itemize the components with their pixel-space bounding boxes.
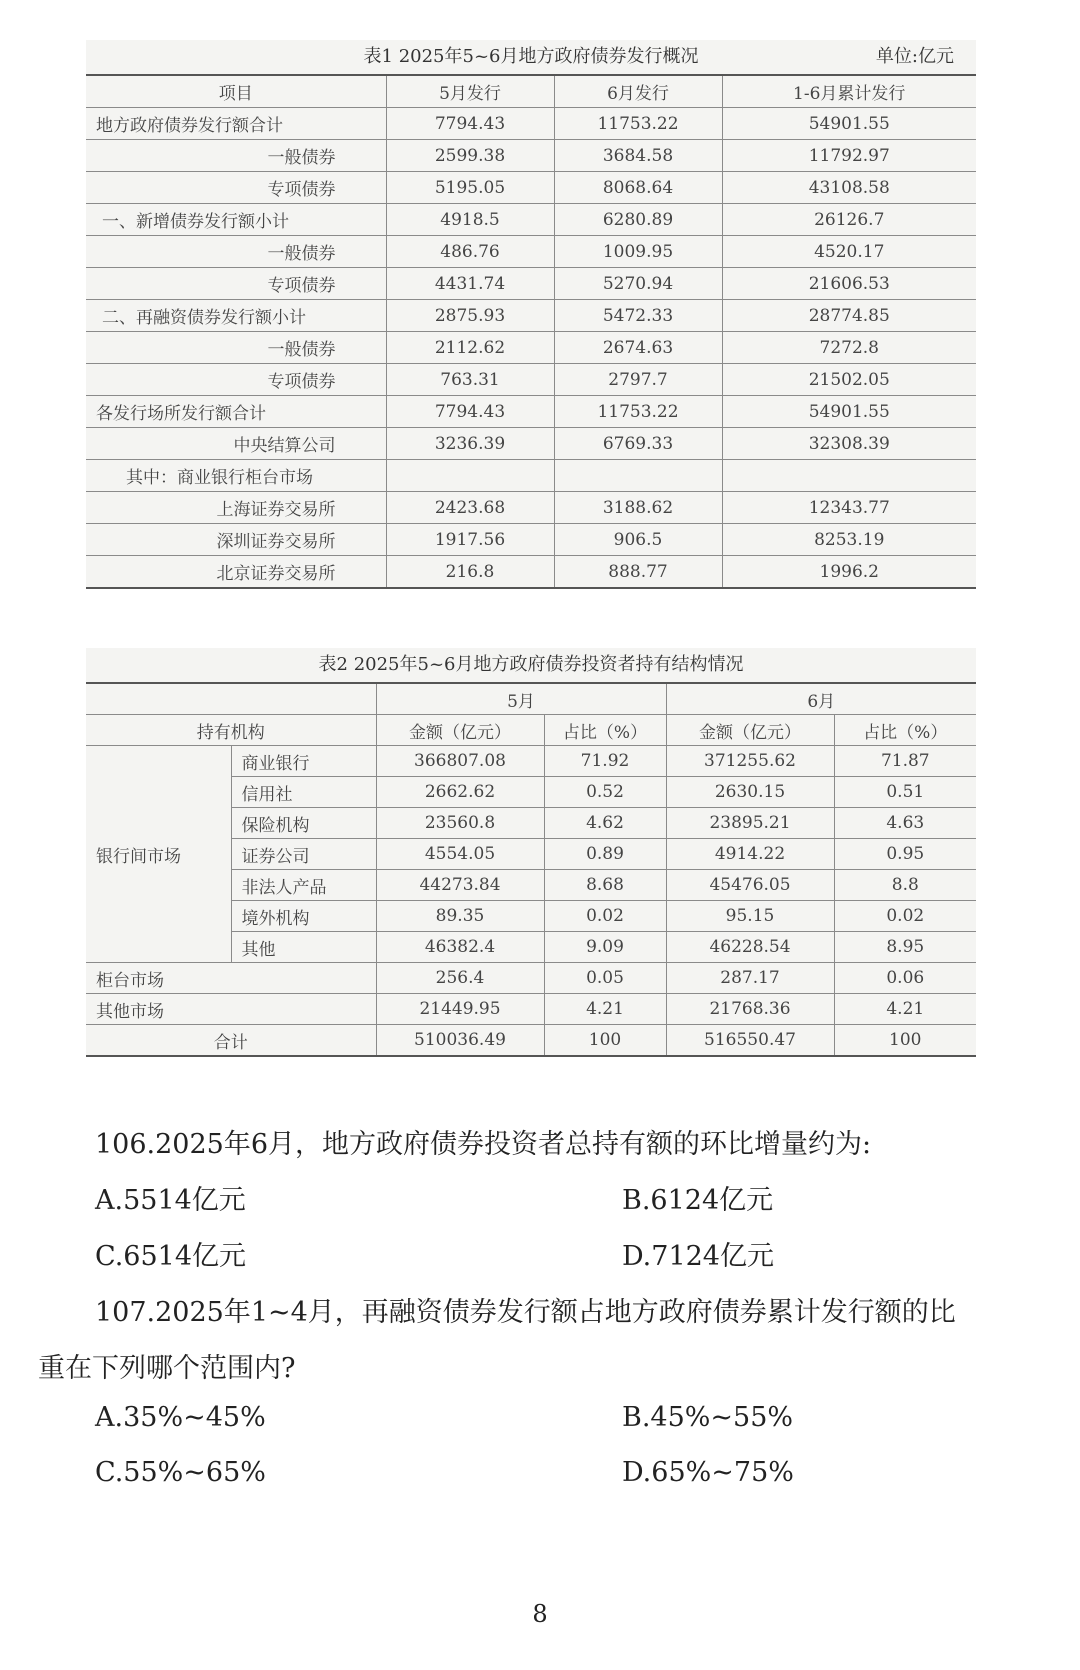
row-label: 其中：商业银行柜台市场: [86, 460, 386, 492]
row-label: 各发行场所发行额合计: [86, 396, 386, 428]
cell: 1917.56: [386, 524, 554, 556]
row-label: 深圳证券交易所: [86, 524, 386, 556]
table2-header-share-june: 占比（%）: [834, 715, 976, 746]
cell: 54901.55: [722, 108, 976, 140]
cell: 287.17: [666, 963, 834, 994]
row-label: 专项债券: [86, 268, 386, 300]
table2: [86, 682, 976, 1057]
row-label: 其他: [231, 932, 376, 963]
cell: 71.87: [834, 746, 976, 777]
cell: 32308.39: [722, 428, 976, 460]
cell: 5195.05: [386, 172, 554, 204]
cell: 256.4: [376, 963, 544, 994]
cell: 4554.05: [376, 839, 544, 870]
table-row: [86, 396, 976, 428]
cell: 21449.95: [376, 994, 544, 1025]
question-107-option-b: B.45%~55%: [622, 1402, 794, 1433]
table-row: [86, 236, 976, 268]
row-label: 地方政府债券发行额合计: [86, 108, 386, 140]
table-row: [86, 172, 976, 204]
table-row: [86, 994, 976, 1025]
question-107-option-a: A.35%~45%: [95, 1402, 266, 1433]
cell: 44273.84: [376, 870, 544, 901]
cell: 1996.2: [722, 556, 976, 589]
table-row: [86, 556, 976, 589]
question-107-stem-line2: 重在下列哪个范围内?: [38, 1353, 296, 1384]
cell: 0.06: [834, 963, 976, 994]
cell: 888.77: [554, 556, 722, 589]
table-row: [86, 524, 976, 556]
table2-caption: 表2 2025年5~6月地方政府债券投资者持有结构情况: [318, 654, 744, 675]
question-107-stem-line1: 107.2025年1~4月，再融资债券发行额占地方政府债券累计发行额的比: [95, 1297, 956, 1328]
cell: 5270.94: [554, 268, 722, 300]
table-row: [86, 300, 976, 332]
table2-header-june: 6月: [666, 683, 976, 715]
cell: 2630.15: [666, 777, 834, 808]
cell: 3188.62: [554, 492, 722, 524]
cell: 763.31: [386, 364, 554, 396]
cell: 8.68: [544, 870, 666, 901]
table-row: [86, 140, 976, 172]
cell: 9.09: [544, 932, 666, 963]
row-label: 境外机构: [231, 901, 376, 932]
table2-header-may: 5月: [376, 683, 666, 715]
cell: 4.62: [544, 808, 666, 839]
row-label: 非法人产品: [231, 870, 376, 901]
cell: 12343.77: [722, 492, 976, 524]
cell: 371255.62: [666, 746, 834, 777]
cell: 8.8: [834, 870, 976, 901]
cell: 4431.74: [386, 268, 554, 300]
row-label: 二、再融资债券发行额小计: [86, 300, 386, 332]
cell: 516550.47: [666, 1025, 834, 1057]
row-label: 中央结算公司: [86, 428, 386, 460]
interbank-market-label: 银行间市场: [86, 746, 231, 963]
cell: 0.51: [834, 777, 976, 808]
cell: 0.89: [544, 839, 666, 870]
cell: 0.95: [834, 839, 976, 870]
cell: 0.02: [834, 901, 976, 932]
table1-header-june: 6月发行: [554, 75, 722, 108]
table1: [86, 74, 976, 589]
cell: 28774.85: [722, 300, 976, 332]
cell: 95.15: [666, 901, 834, 932]
row-label: 一般债券: [86, 140, 386, 172]
question-107-option-d: D.65%~75%: [622, 1457, 794, 1488]
cell: 0.02: [544, 901, 666, 932]
table2-header-amount-june: 金额（亿元）: [666, 715, 834, 746]
cell: 2797.7: [554, 364, 722, 396]
question-106-option-c: C.6514亿元: [95, 1241, 246, 1272]
table1-caption-row: [86, 40, 976, 74]
question-106-stem: 106.2025年6月，地方政府债券投资者总持有额的环比增量约为:: [95, 1129, 872, 1160]
cell: 100: [834, 1025, 976, 1057]
cell: 11792.97: [722, 140, 976, 172]
row-label: 一般债券: [86, 236, 386, 268]
cell: 71.92: [544, 746, 666, 777]
cell: 3236.39: [386, 428, 554, 460]
row-label: 保险机构: [231, 808, 376, 839]
row-label: 专项债券: [86, 364, 386, 396]
cell: 6280.89: [554, 204, 722, 236]
cell: 4914.22: [666, 839, 834, 870]
cell: 23560.8: [376, 808, 544, 839]
cell: 46228.54: [666, 932, 834, 963]
cell: 11753.22: [554, 396, 722, 428]
table2-header-share-may: 占比（%）: [544, 715, 666, 746]
table1-unit: 单位:亿元: [875, 46, 954, 67]
cell: 366807.08: [376, 746, 544, 777]
cell: 11753.22: [554, 108, 722, 140]
row-label: 柜台市场: [86, 963, 376, 994]
cell: 23895.21: [666, 808, 834, 839]
cell: 906.5: [554, 524, 722, 556]
cell: 486.76: [386, 236, 554, 268]
table-row: [86, 492, 976, 524]
table1-header-row: [86, 75, 976, 108]
table1-header-cumulative: 1-6月累计发行: [722, 75, 976, 108]
cell: 4918.5: [386, 204, 554, 236]
cell: 21768.36: [666, 994, 834, 1025]
table1-header-item: 项目: [86, 75, 386, 108]
table-row: [86, 268, 976, 300]
cell: 2875.93: [386, 300, 554, 332]
table2-header-amount-may: 金额（亿元）: [376, 715, 544, 746]
row-label: 专项债券: [86, 172, 386, 204]
cell: 5472.33: [554, 300, 722, 332]
row-label: 其他市场: [86, 994, 376, 1025]
cell: 7794.43: [386, 396, 554, 428]
row-label: 商业银行: [231, 746, 376, 777]
cell: 4.21: [544, 994, 666, 1025]
cell: 89.35: [376, 901, 544, 932]
cell: 100: [544, 1025, 666, 1057]
cell: 45476.05: [666, 870, 834, 901]
cell: 2423.68: [386, 492, 554, 524]
cell: 8253.19: [722, 524, 976, 556]
cell: 46382.4: [376, 932, 544, 963]
question-106-option-b: B.6124亿元: [622, 1185, 774, 1216]
page-number: 8: [532, 1600, 548, 1628]
cell: 6769.33: [554, 428, 722, 460]
row-label: 合计: [86, 1025, 376, 1057]
table2-month-row: [86, 683, 976, 715]
table-row: [86, 204, 976, 236]
row-label: 信用社: [231, 777, 376, 808]
cell: 43108.58: [722, 172, 976, 204]
row-label: 一、新增债券发行额小计: [86, 204, 386, 236]
cell: 4.21: [834, 994, 976, 1025]
cell: 2599.38: [386, 140, 554, 172]
table-row: [86, 108, 976, 140]
table-row: [86, 746, 976, 777]
question-107-option-c: C.55%~65%: [95, 1457, 266, 1488]
cell: 2112.62: [386, 332, 554, 364]
table-row: [86, 1025, 976, 1057]
cell: 3684.58: [554, 140, 722, 172]
question-106-option-d: D.7124亿元: [622, 1241, 774, 1272]
cell: 21502.05: [722, 364, 976, 396]
table2-caption-row: [86, 648, 976, 682]
table2-subheader-row: [86, 715, 976, 746]
cell: 54901.55: [722, 396, 976, 428]
cell: 216.8: [386, 556, 554, 589]
row-label: 一般债券: [86, 332, 386, 364]
table2-block: [86, 648, 976, 1057]
cell: 7272.8: [722, 332, 976, 364]
table2-header-holder: 持有机构: [86, 715, 376, 746]
table-row: [86, 460, 976, 492]
cell: 0.52: [544, 777, 666, 808]
cell: 1009.95: [554, 236, 722, 268]
table-row: [86, 428, 976, 460]
row-label: 北京证券交易所: [86, 556, 386, 589]
cell: [722, 460, 976, 492]
table1-caption: 表1 2025年5~6月地方政府债券发行概况: [363, 46, 699, 67]
cell: 21606.53: [722, 268, 976, 300]
cell: [554, 460, 722, 492]
cell: 2674.63: [554, 332, 722, 364]
row-label: 上海证券交易所: [86, 492, 386, 524]
table1-block: [86, 40, 976, 589]
cell: 2662.62: [376, 777, 544, 808]
cell: 8.95: [834, 932, 976, 963]
cell: 4520.17: [722, 236, 976, 268]
row-label: 证券公司: [231, 839, 376, 870]
cell: 510036.49: [376, 1025, 544, 1057]
cell: 7794.43: [386, 108, 554, 140]
table2-blank-header: [86, 683, 376, 715]
table-row: [86, 963, 976, 994]
cell: 4.63: [834, 808, 976, 839]
cell: [386, 460, 554, 492]
table1-header-may: 5月发行: [386, 75, 554, 108]
cell: 26126.7: [722, 204, 976, 236]
cell: 8068.64: [554, 172, 722, 204]
question-106-option-a: A.5514亿元: [95, 1185, 246, 1216]
cell: 0.05: [544, 963, 666, 994]
table-row: [86, 364, 976, 396]
table-row: [86, 332, 976, 364]
